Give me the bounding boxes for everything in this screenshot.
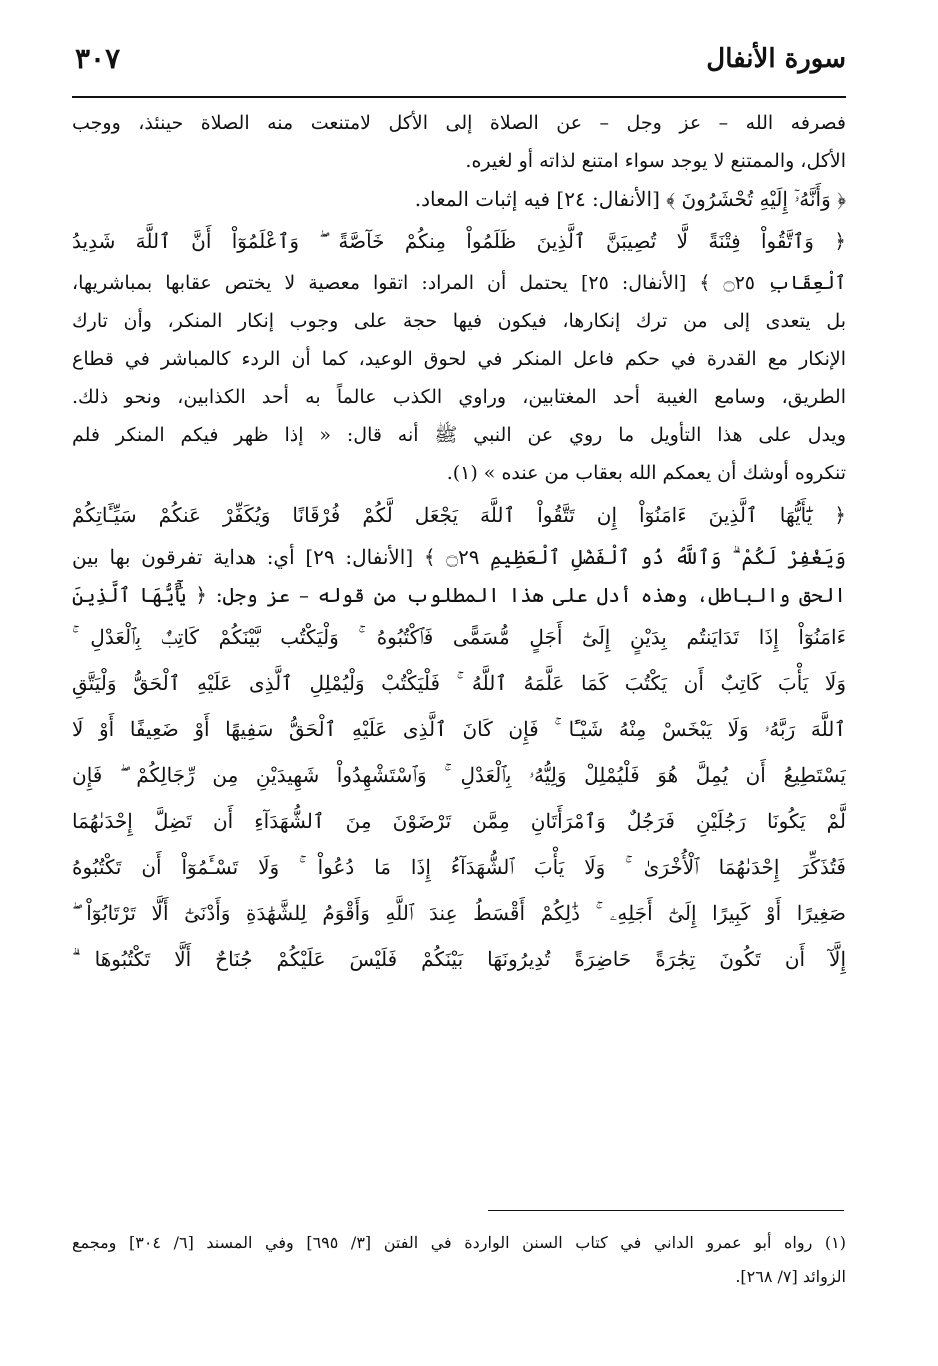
footnotes [72,1226,846,1294]
text-line: بل يتعدى إلى من ترك إنكارها، فيكون فيها حجة على وجوب إنكار المنكر، وأن تارك [72,310,846,332]
quran-line: إِلَّآ أَن تَكُونَ تِجَٰرَةً حَاضِرَةً تُدِيرُونَهَا بَيْنَكُمْ فَلَيْسَ عَلَيْكُمْ جُنَاحٌ أَلَّا تَكْتُبُوهَا ۗ [72,947,846,971]
text-line: ٱلْعِقَابِ ۝٢٥ ﴾ [الأنفال: ٢٥] يحتمل أن المراد: اتقوا معصية لا يختص عقابها بمباشريها، [72,272,846,294]
page-number: ٣٠٧ [75,42,121,75]
text-line: الطريق، وسامع الغيبة أحد المغتابين، وراوي الكذب عالماً به أحد الكذابين، ونحو ذلك. [72,386,846,408]
quran-line: فَتُذَكِّرَ إِحْدَىٰهُمَا ٱلْأُخْرَىٰ ۚ وَلَا يَأْبَ ٱلشُّهَدَآءُ إِذَا مَا دُعُواْ ۚ وَلَا تَسْـَٔمُوٓاْ أَن تَكْتُبُوهُ [72,855,846,879]
quran-line: ﴿ وَأَنَّهُۥٓ إِلَيْهِ تُحْشَرُونَ ﴾ [الأنفال: ٢٤] فيه إثبات المعاد. [414,187,846,211]
text-line: الإنكار مع القدرة في حكم فاعل المنكر في لحوق الوعيد، كما أن الردء كالمباشر في قطاع [72,348,846,370]
text-line: تنكروه أوشك أن يعمكم الله بعقاب من عنده » (١). [446,462,846,484]
quran-line: ﴿ يَٰٓأَيُّهَا ٱلَّذِينَ ءَامَنُوٓاْ إِن تَتَّقُواْ ٱللَّهَ يَجْعَل لَّكُمْ فُرْقَانًا وَيُكَفِّرْ عَنكُمْ سَيِّـَٔاتِكُمْ [72,503,846,527]
quran-line: ءَامَنُوٓاْ إِذَا تَدَايَنتُم بِدَيْنٍ إِلَىٰٓ أَجَلٍ مُّسَمًّى فَٱكْتُبُوهُ ۚ وَلْيَكْتُب بَّيْنَكُمْ كَاتِبٌۢ بِٱلْعَدْلِ ۚ [72,625,846,649]
quran-line: صَغِيرًا أَوْ كَبِيرًا إِلَىٰٓ أَجَلِهِۦ ۚ ذَٰلِكُمْ أَقْسَطُ عِندَ ٱللَّهِ وَأَقْوَمُ لِلشَّهَٰدَةِ وَأَدْنَىٰٓ أَلَّا تَرْتَابُوٓاْ ۖ [72,901,846,925]
footnote-rule [488,1210,844,1211]
text-line: الحق والباطل، وهذه أدل على هذا المطلوب من قوله – عز وجل: ﴿ يَٰٓأَيُّهَا ٱلَّذِينَ [72,583,846,607]
quran-line: وَيَغْفِرْ لَكُمْ ۗ وَٱللَّهُ ذُو ٱلْفَضْلِ ٱلْعَظِيمِ ۝٢٩ ﴾ [الأنفال: ٢٩] أي: هداية تفرقون بها بين [72,545,846,569]
footnote-line: (١) رواه أبو عمرو الداني في كتاب السنن الواردة في الفتن [٣/ ٦٩٥] وفي المسند [٦/ ٣٠٤] ومجمع [72,1233,846,1252]
footnote-line: الزوائد [٧/ ٢٦٨]. [735,1267,846,1286]
text-line: فصرفه الله – عز وجل – عن الصلاة إلى الأكل لامتنعت منه الصلاة حينئذ، ووجب [72,112,846,134]
running-title: سورة الأنفال [706,44,846,74]
header-rule [72,96,846,98]
body-text [72,104,846,982]
quran-line: ٱللَّهَ رَبَّهُۥ وَلَا يَبْخَسْ مِنْهُ شَيْـًٔا ۚ فَإِن كَانَ ٱلَّذِى عَلَيْهِ ٱلْحَقُّ سَفِيهًا أَوْ ضَعِيفًا أَوْ لَا [72,717,846,741]
text-line: ويدل على هذا التأويل ما روي عن النبي ﷺ أنه قال: « إذا ظهر فيكم المنكر فلم [72,424,846,446]
quran-line: يَسْتَطِيعُ أَن يُمِلَّ هُوَ فَلْيُمْلِلْ وَلِيُّهُۥ بِٱلْعَدْلِ ۚ وَٱسْتَشْهِدُواْ شَهِيدَيْنِ مِن رِّجَالِكُمْ ۖ فَإِن [72,763,846,787]
quran-line: وَلَا يَأْبَ كَاتِبٌ أَن يَكْتُبَ كَمَا عَلَّمَهُ ٱللَّهُ ۚ فَلْيَكْتُبْ وَلْيُمْلِلِ ٱلَّذِى عَلَيْهِ ٱلْحَقُّ وَلْيَتَّقِ [72,671,846,695]
quran-line: ﴿ وَٱتَّقُواْ فِتْنَةً لَّا تُصِيبَنَّ ٱلَّذِينَ ظَلَمُواْ مِنكُمْ خَآصَّةً ۖ وَٱعْلَمُوٓاْ أَنَّ ٱللَّهَ شَدِيدُ [72,229,846,253]
quran-line: لَّمْ يَكُونَا رَجُلَيْنِ فَرَجُلٌ وَٱمْرَأَتَانِ مِمَّن تَرْضَوْنَ مِنَ ٱلشُّهَدَآءِ أَن تَضِلَّ إِحْدَىٰهُمَا [72,809,846,833]
text-line: الأكل، والممتنع لا يوجد سواء امتنع لذاته أو لغيره. [465,150,846,172]
